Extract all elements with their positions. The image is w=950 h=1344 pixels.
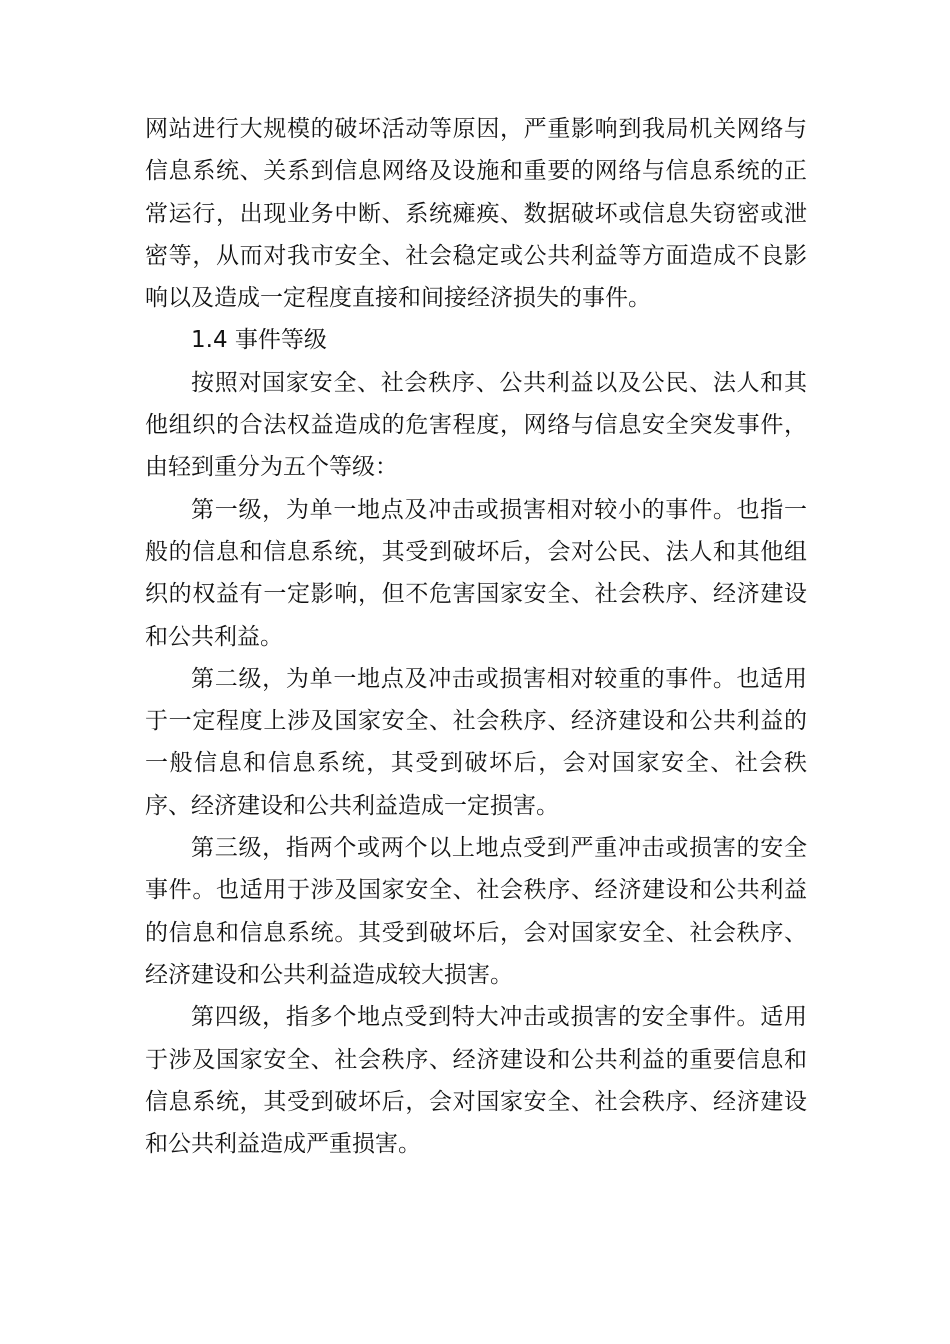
- paragraph-level-intro: 按照对国家安全、社会秩序、公共利益以及公民、法人和其他组织的合法权益造成的危害程度，网络与信息安全突发事件，由轻到重分为五个等级：: [145, 369, 807, 481]
- paragraph-level-1: 第一级，为单一地点及冲击或损害相对较小的事件。也指一般的信息和信息系统，其受到破坏后，会对公民、法人和其他组织的权益有一定影响，但不危害国家安全、社会秩序、经济建设和公共利益。: [145, 496, 807, 650]
- section-heading-event-levels: 1.4 事件等级: [191, 327, 327, 354]
- paragraph-level-3: 第三级，指两个或两个以上地点受到严重冲击或损害的安全事件。也适用于涉及国家安全、社会秩序、经济建设和公共利益的信息和信息系统。其受到破坏后，会对国家安全、社会秩序、经济建设和公共利益造成较大损害。: [145, 835, 807, 988]
- paragraph-level-2: 第二级，为单一地点及冲击或损害相对较重的事件。也适用于一定程度上涉及国家安全、社会秩序、经济建设和公共利益的一般信息和信息系统，其受到破坏后，会对国家安全、社会秩序、经济建设和公共利益造成一定损害。: [145, 665, 807, 819]
- document-body: [145, 108, 807, 1165]
- paragraph-continuation: 网站进行大规模的破坏活动等原因，严重影响到我局机关网络与信息系统、关系到信息网络及设施和重要的网络与信息系统的正常运行，出现业务中断、系统瘫痪、数据破坏或信息失窃密或泄密等，从而对我市安全、社会稳定或公共利益等方面造成不良影响以及造成一定程度直接和间接经济损失的事件。: [145, 116, 807, 312]
- paragraph-level-4: 第四级，指多个地点受到特大冲击或损害的安全事件。适用于涉及国家安全、社会秩序、经济建设和公共利益的重要信息和信息系统，其受到破坏后，会对国家安全、社会秩序、经济建设和公共利益造成严重损害。: [145, 1004, 807, 1158]
